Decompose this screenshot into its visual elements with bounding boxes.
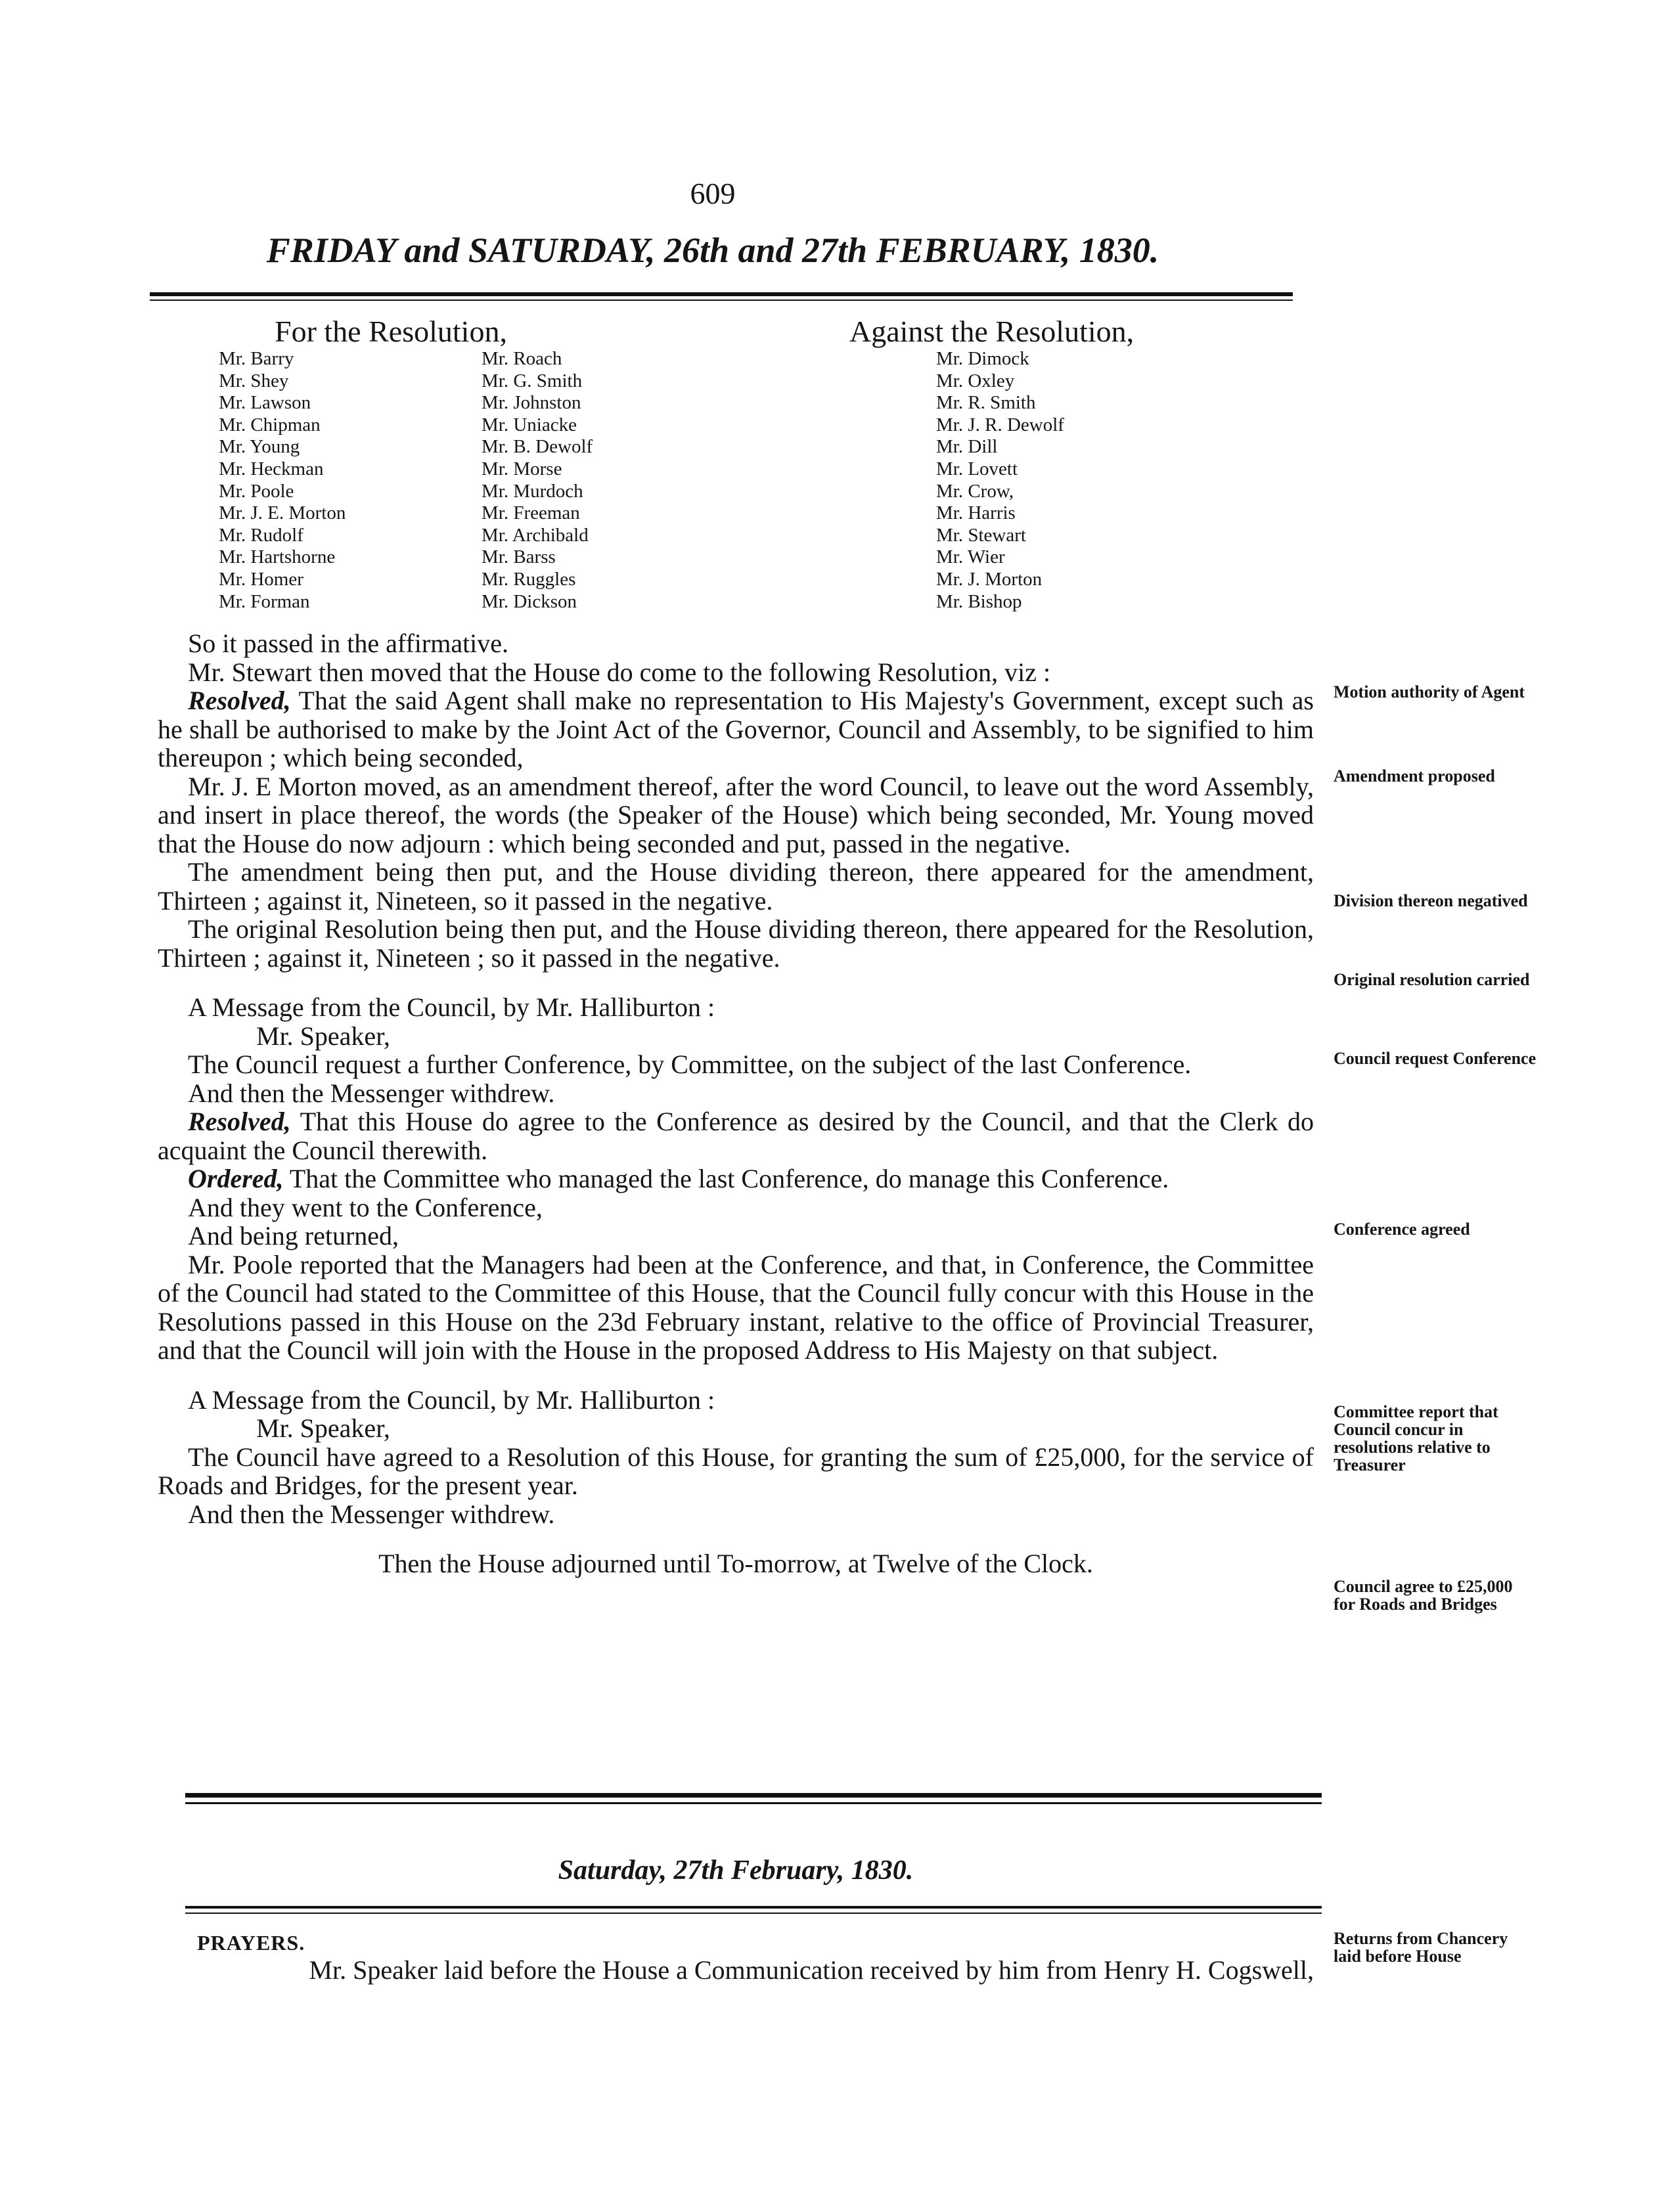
member-name: Mr. Dill (936, 436, 998, 458)
member-name: Mr. Young (219, 436, 300, 458)
member-name: Mr. Hartshorne (219, 546, 336, 568)
margin-note: Council request Conference (1334, 1049, 1537, 1068)
member-name: Mr. Harris (936, 502, 1016, 524)
member-name: Mr. Ruggles (482, 568, 576, 590)
section-rule (185, 1793, 1322, 1798)
member-name: Mr. Barry (219, 348, 294, 369)
member-name: Mr. R. Smith (936, 392, 1036, 414)
member-name: Mr. Lovett (936, 458, 1018, 479)
paragraph: And being returned, (188, 1221, 399, 1250)
header-rule-thin (150, 299, 1293, 301)
paragraph: And then the Messenger withdrew. (188, 1078, 555, 1108)
member-name: Mr. Bishop (936, 590, 1022, 612)
paragraph: So it passed in the affirmative. (188, 629, 509, 658)
member-name: Mr. J. E. Morton (219, 502, 346, 524)
for-column-2 (482, 348, 593, 613)
member-name: Mr. J. R. Dewolf (936, 414, 1064, 435)
paragraph: The Council have agreed to a Resolution of this House, for granting the sum of £25,000, for the service of Roads and Bridges, for the present year. (158, 1442, 1314, 1500)
ordered-lead: Ordered, (188, 1164, 284, 1193)
paragraph: And then the Messenger withdrew. (188, 1499, 555, 1529)
paragraph-text: That this House do agree to the Conference as desired by the Council, and that the Clerk do acquaint the Council therewith. (158, 1107, 1314, 1165)
paragraph: Mr. J. E Morton moved, as an amendment thereof, after the word Council, to leave out the word Assembly, and insert in place thereof, the words (the Speaker of the House) which being seconded, Mr. Young moved that the House do now adjourn : which being seconded and put, passed in the negative. (158, 771, 1314, 858)
member-name: Mr. J. Morton (936, 568, 1043, 590)
member-name: Mr. Murdoch (482, 480, 583, 502)
page-number: 609 (690, 177, 736, 210)
against-column (936, 348, 1064, 613)
margin-note: Amendment proposed (1334, 766, 1495, 785)
paragraph: Mr. Speaker, (256, 1021, 390, 1051)
member-name: Mr. B. Dewolf (482, 436, 593, 458)
member-name: Mr. Archibald (482, 524, 589, 546)
member-name: Mr. Barss (482, 546, 556, 568)
member-name: Mr. Stewart (936, 524, 1026, 546)
proceedings-body (158, 629, 1314, 1578)
for-column-1 (219, 348, 346, 613)
margin-note: Returns from Chancery laid before House (1334, 1929, 1508, 1966)
member-name: Mr. Uniacke (482, 414, 577, 435)
section-rule-thin (185, 1802, 1322, 1804)
paragraph: A Message from the Council, by Mr. Halliburton : (188, 1384, 715, 1415)
member-name: Mr. Crow, (936, 480, 1014, 502)
paragraph (158, 1164, 1314, 1193)
margin-note: Committee report that Council concur in resolutions relative to Treasurer (1334, 1402, 1498, 1474)
paragraph: The original Resolution being then put, and the House dividing thereon, there appeared for the Resolution, Thirteen ; against it, Nineteen ; so it passed in the negative. (158, 914, 1314, 973)
prayers-label: PRAYERS. (197, 1931, 305, 1955)
member-name: Mr. Roach (482, 348, 562, 369)
paragraph: Mr. Speaker, (256, 1413, 390, 1443)
margin-note: Motion authority of Agent (1334, 682, 1525, 701)
header-rule (150, 292, 1293, 296)
paragraph: Mr. Speaker laid before the House a Communication received by him from Henry H. Cogswell, (309, 1955, 1314, 1985)
resolved-lead: Resolved, (188, 1107, 291, 1136)
margin-note: Division thereon negatived (1334, 891, 1528, 910)
paragraph: A Message from the Council, by Mr. Halliburton : (188, 992, 715, 1022)
paragraph: The Council request a further Conference, by Committee, on the subject of the last Conference. (188, 1050, 1192, 1079)
member-name: Mr. Wier (936, 546, 1005, 568)
adjournment-line: Then the House adjourned until To-morrow, at Twelve of the Clock. (378, 1549, 1093, 1578)
member-name: Mr. Dickson (482, 590, 577, 612)
paragraph-text: That the said Agent shall make no representation to His Majesty's Government, except such as he shall be authorised to make by the Joint Act of the Governor, Council and Assembly, to be signified to him thereupon ; which being seconded, (158, 686, 1314, 772)
member-name: Mr. Heckman (219, 458, 324, 479)
against-heading: Against the Resolution, (849, 315, 1134, 348)
for-heading: For the Resolution, (275, 315, 507, 348)
paragraph: Mr. Poole reported that the Managers had been at the Conference, and that, in Conference, the Committee of the Council had stated to the Committee of this House, that the Council fully concur with this House in the Resolutions passed in this House on the 23d February instant, relative to the office of Provincial Treasurer, and that the Council will join with the House in the proposed Address to His Majesty on that subject. (158, 1249, 1314, 1365)
resolved-lead: Resolved, (188, 686, 291, 715)
member-name: Mr. Homer (219, 568, 303, 590)
section-rule (185, 1906, 1322, 1909)
member-name: Mr. G. Smith (482, 370, 583, 391)
saturday-heading: Saturday, 27th February, 1830. (558, 1855, 914, 1886)
paragraph (158, 1107, 1314, 1164)
member-name: Mr. Johnston (482, 392, 581, 414)
page-title: FRIDAY and SATURDAY, 26th and 27th FEBRUARY, 1830. (266, 231, 1159, 270)
paragraph-text: That the Committee who managed the last Conference, do manage this Conference. (283, 1164, 1169, 1193)
paragraph: Mr. Stewart then moved that the House do come to the following Resolution, viz : (188, 657, 1051, 687)
member-name: Mr. Dimock (936, 348, 1029, 369)
member-name: Mr. Chipman (219, 414, 321, 435)
paragraph: And they went to the Conference, (188, 1192, 543, 1222)
paragraph: The amendment being then put, and the House dividing thereon, there appeared for the amendment, Thirteen ; against it, Nineteen, so it passed in the negative. (158, 857, 1314, 916)
member-name: Mr. Oxley (936, 370, 1015, 391)
member-name: Mr. Freeman (482, 502, 580, 524)
section-rule-thin (185, 1913, 1322, 1914)
member-name: Mr. Morse (482, 458, 562, 479)
member-name: Mr. Rudolf (219, 524, 303, 546)
margin-note: Original resolution carried (1334, 970, 1530, 989)
margin-note: Conference agreed (1334, 1220, 1470, 1239)
paragraph (158, 686, 1314, 772)
margin-note: Council agree to £25,000 for Roads and Bridges (1334, 1577, 1513, 1614)
member-name: Mr. Forman (219, 590, 310, 612)
member-name: Mr. Shey (219, 370, 289, 391)
member-name: Mr. Lawson (219, 392, 311, 414)
member-name: Mr. Poole (219, 480, 294, 502)
saturday-body (197, 1955, 1314, 1986)
